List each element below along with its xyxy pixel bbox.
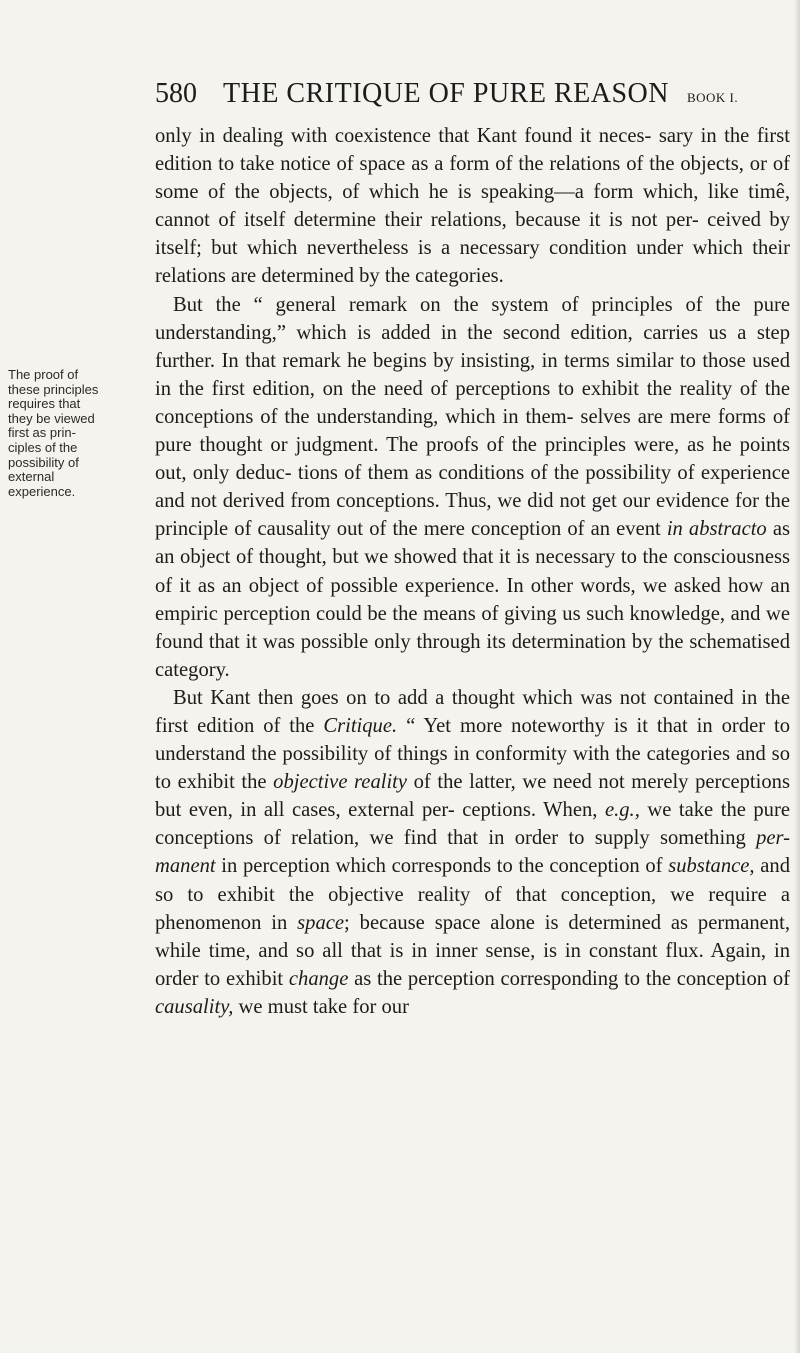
paragraph-3-text: as the perception corresponding to the conception of bbox=[348, 967, 790, 990]
paragraph-3-text: we take the pure conceptions of relation, we find that in order to supply something bbox=[155, 799, 790, 850]
emphasis-permanent: per- manent bbox=[155, 827, 790, 878]
paragraph-3-text: we must take for our bbox=[233, 995, 409, 1018]
paragraph-2-text: But the “ general remark on the system of principles of the pure understanding,” which is added in the second edition, carries us a step further. In that remark he begins by insisting, in terms similar to those used in the first edition, on the need of perceptions to exhibit the reality of the conceptions of the understanding, which in them- selves are mere forms of pure thought or judgment. The proofs of the principles were, as he points out, only deduc- tions of them as conditions of the possibility of experience and not derived from conceptions. Thus, we did not get our evidence for the principle of causality out of the mere conception of an event bbox=[155, 293, 790, 541]
sidenote-line: these principles bbox=[8, 381, 99, 397]
paragraph-3-text: “ Yet more noteworthy is it that in order to understand the possibility of things in conformity with the categories and so to exhibit the bbox=[155, 714, 790, 794]
sidenote-line: first as prin- bbox=[8, 425, 76, 441]
paragraph-3-text: in perception which corresponds to the conception of bbox=[215, 855, 669, 878]
emphasis-critique: Critique. bbox=[323, 714, 398, 737]
paragraph-3 bbox=[155, 684, 790, 1021]
page-number: 580 bbox=[155, 78, 197, 109]
paragraph-3-text: and so to exhibit the objective reality of that conception, we require a phenomenon in bbox=[155, 855, 790, 934]
emphasis-objective-reality: objective reality bbox=[273, 771, 408, 794]
paragraph-3-text: ; because space alone is determined as permanent, while time, and so all that is in inner sense, is in constant flux. Again, in order to exhibit bbox=[155, 911, 790, 990]
book-label: BOOK I. bbox=[686, 90, 739, 105]
page-edge-shadow bbox=[794, 0, 800, 1353]
sidenote-line: external bbox=[8, 469, 55, 485]
sidenote-line: The proof of bbox=[8, 367, 79, 382]
emphasis-causality: causality, bbox=[155, 995, 234, 1018]
sidenote-line: possibility of bbox=[8, 454, 79, 470]
body-text bbox=[155, 122, 790, 1021]
sidenote-line: ciples of the bbox=[8, 439, 78, 455]
sidenote-line: experience. bbox=[8, 483, 76, 499]
sidenote-line: they be viewed bbox=[8, 410, 95, 426]
paragraph-1: only in dealing with coexistence that Kant found it neces- sary in the first edition to take notice of space as a form of the relations of the objects, or of some of the objects, of which he is speaking—a form which, like timê, cannot of itself determine their relations, because it is not per- ceived by itself; but which nevertheless is a necessary condition under which their relations are determined by the categories. bbox=[155, 125, 790, 288]
paragraph-3-text: But Kant then goes on to add a thought which was not contained in the first edition of the bbox=[155, 686, 790, 737]
emphasis-change: change bbox=[288, 967, 349, 990]
emphasis-substance: substance, bbox=[668, 855, 755, 878]
paragraph-2 bbox=[155, 291, 790, 684]
paragraph-2-text: as an object of thought, but we showed that it is necessary to the consciousness of it as an object of possible experience. In other words, we asked how an empiric perception could be the means of giving us such knowledge, and we found that it was possible only through its determination by the schematised category. bbox=[155, 518, 790, 681]
emphasis-eg: e.g., bbox=[604, 799, 640, 822]
sidenote-line: requires that bbox=[8, 396, 81, 412]
page-header bbox=[155, 78, 795, 110]
margin-sidenote bbox=[8, 368, 148, 499]
paragraph-3-text: of the latter, we need not merely perceptions but even, in all cases, external per- ceptions. When, bbox=[155, 771, 790, 822]
emphasis-in-abstracto: in abstracto bbox=[666, 518, 767, 541]
running-title: THE CRITIQUE OF PURE REASON bbox=[223, 78, 669, 109]
emphasis-space: space bbox=[297, 911, 345, 934]
